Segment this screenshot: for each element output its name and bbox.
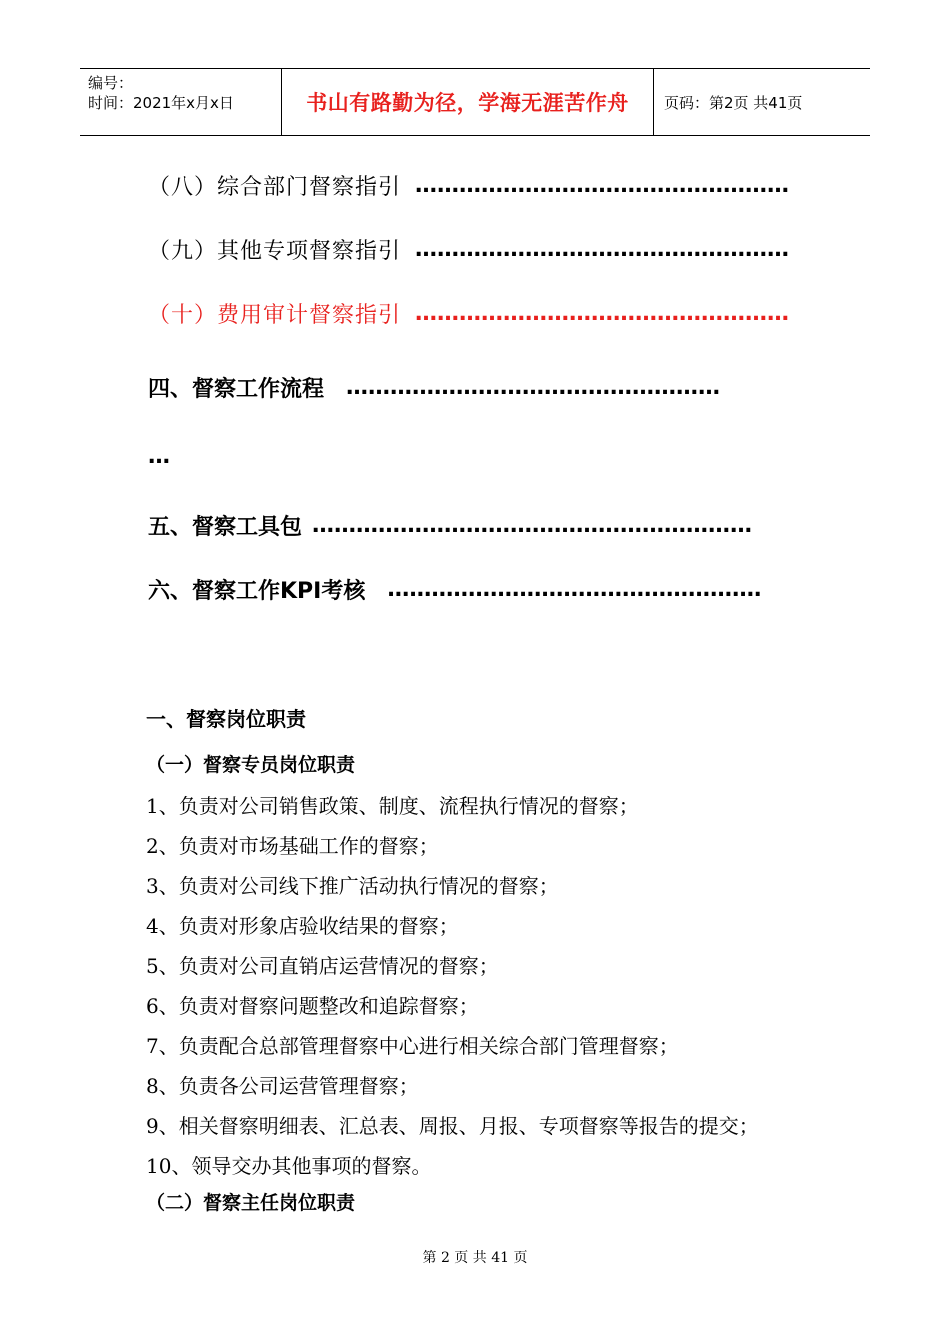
time-label: 时间：2021年x月x日 xyxy=(88,94,234,112)
toc-entry[interactable] xyxy=(148,170,789,201)
page-header xyxy=(80,68,870,136)
toc-leader: …………………………………………… xyxy=(387,577,762,602)
subsection-title: （一）督察专员岗位职责 xyxy=(146,754,356,776)
toc-leader: …………………………………………… xyxy=(415,173,790,198)
toc-entry[interactable] xyxy=(148,234,789,265)
list-item: 8、负责各公司运营管理督察； xyxy=(146,1074,419,1098)
header-motto: 书山有路勤为径，学海无涯苦作舟 xyxy=(306,91,629,115)
toc-entry xyxy=(148,444,170,469)
list-item: 2、负责对市场基础工作的督察； xyxy=(146,834,439,858)
header-page-cell xyxy=(654,69,870,135)
header-meta xyxy=(80,69,282,135)
toc-entry-highlighted[interactable] xyxy=(148,298,789,329)
subsection-title: （二）督察主任岗位职责 xyxy=(146,1192,356,1214)
list-item: 3、负责对公司线下推广活动执行情况的督察； xyxy=(146,874,559,898)
list-item: 4、负责对形象店验收结果的督察； xyxy=(146,914,459,938)
toc-entry[interactable] xyxy=(148,510,752,541)
list-item: 10、领导交办其他事项的督察。 xyxy=(146,1154,432,1178)
toc-leader: …………………………………………… xyxy=(346,375,721,400)
toc-entry-label: （八）综合部门督察指引 xyxy=(148,175,402,200)
toc-entry-label: 四、督察工作流程 xyxy=(148,377,325,402)
toc-leader: …………………………………………… xyxy=(415,237,790,262)
toc-entry-label: （九）其他专项督察指引 xyxy=(148,239,402,264)
toc-entry-label: 六、督察工作KPI考核 xyxy=(148,579,366,604)
list-item: 7、负责配合总部管理督察中心进行相关综合部门管理督察； xyxy=(146,1034,679,1058)
list-item: 5、负责对公司直销店运营情况的督察； xyxy=(146,954,499,978)
header-motto-cell xyxy=(282,69,654,135)
section-title: 一、督察岗位职责 xyxy=(146,707,306,731)
toc-entry-label: … xyxy=(148,444,170,469)
toc-entry-label: 五、督察工具包 xyxy=(148,515,303,540)
toc-entry[interactable] xyxy=(148,372,720,403)
list-item: 1、负责对公司销售政策、制度、流程执行情况的督察； xyxy=(146,794,639,818)
page-footer: 第 2 页 共 41 页 xyxy=(422,1250,528,1266)
toc-entry[interactable] xyxy=(148,574,761,605)
list-item: 6、负责对督察问题整改和追踪督察； xyxy=(146,994,479,1018)
toc-leader: …………………………………………… xyxy=(415,301,790,326)
toc-entry-label: （十）费用审计督察指引 xyxy=(148,303,402,328)
toc-leader: …………………………………………………… xyxy=(312,513,753,538)
number-label: 编号： xyxy=(88,74,134,92)
header-page-label: 页码：第2页 共41页 xyxy=(664,93,803,112)
list-item: 9、相关督察明细表、汇总表、周报、月报、专项督察等报告的提交； xyxy=(146,1114,759,1138)
